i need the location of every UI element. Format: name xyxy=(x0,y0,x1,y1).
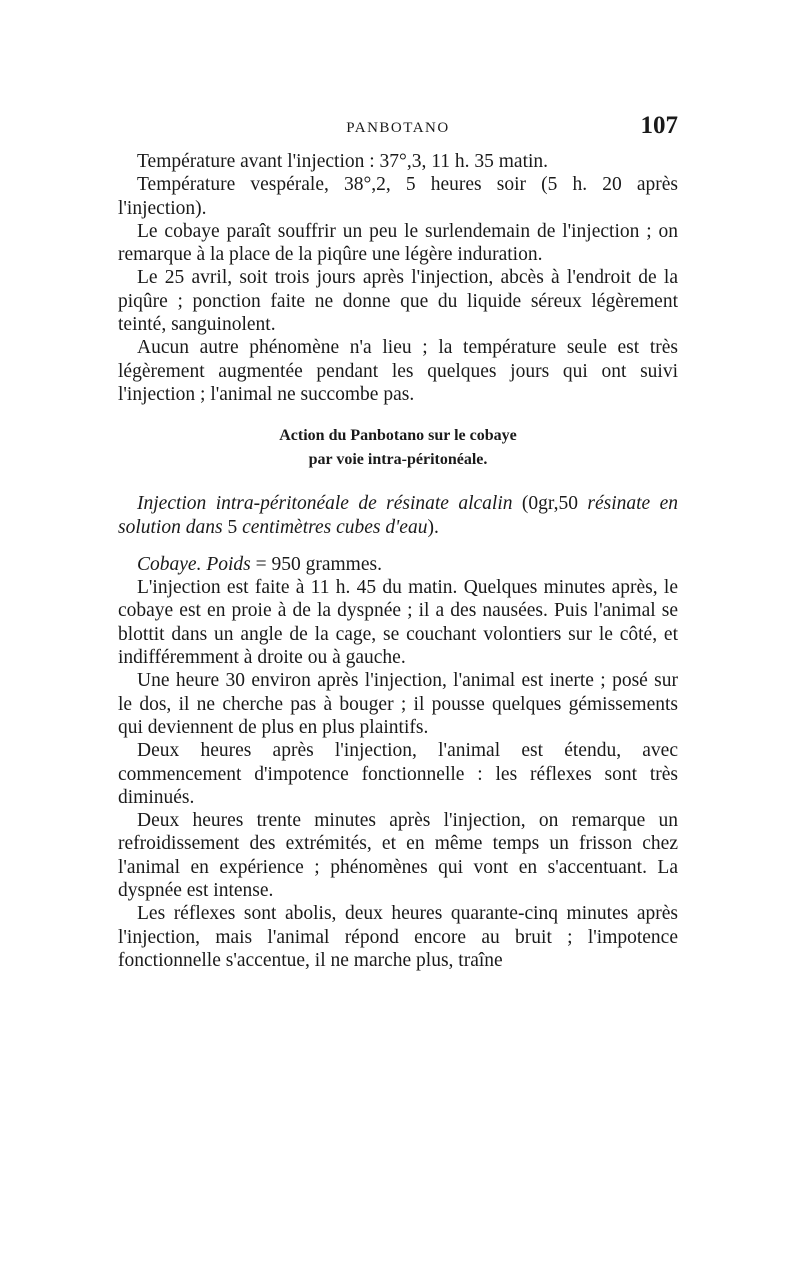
paragraph-abscess: Le 25 avril, soit trois jours après l'injection, abcès à l'endroit de la piqûre ; ponction faite ne donne que du liquide séreux légèrement teinté, sanguinolent. xyxy=(118,267,678,336)
section-heading xyxy=(118,424,678,472)
paragraph-injection-time: L'injection est faite à 11 h. 45 du matin. Quelques minutes après, le cobaye est en proie à de la dyspnée ; il a des nausées. Puis l'animal se blottit dans un angle de la cage, se couchant volontiers sur le côté, et indifféremment à droite ou à gauche. xyxy=(118,577,678,669)
page-header xyxy=(118,112,678,142)
section-heading-line-2: par voie intra-péritonéale. xyxy=(308,451,488,469)
injection-title: Injection intra-péritonéale de résinate alcalin xyxy=(137,493,513,515)
injection-dose: (0gr,50 xyxy=(512,493,588,515)
subject-weight xyxy=(118,553,678,576)
page-number: 107 xyxy=(640,112,678,139)
subject-label: Cobaye. Poids xyxy=(137,553,251,575)
paragraph-reflexes: Les réflexes sont abolis, deux heures quarante-cinq minutes après l'injection, mais l'animal répond encore au bruit ; l'impotence fonctionnelle s'accentue, il ne marche plus, traîne xyxy=(118,903,678,971)
page-body xyxy=(118,150,678,972)
paragraph-inert: Une heure 30 environ après l'injection, l'animal est inerte ; posé sur le dos, il ne cherche pas à bouger ; il pousse quelques gémissements qui deviennent de plus en plus plaintifs. xyxy=(118,670,678,738)
injection-close: ). xyxy=(427,516,439,538)
paragraph-temperature-evening: Température vespérale, 38°,2, 5 heures soir (5 h. 20 après l'injection). xyxy=(118,174,678,219)
section-heading-line-1: Action du Panbotano sur le cobaye xyxy=(279,427,517,445)
injection-unit: centimètres cubes d'eau xyxy=(242,516,428,538)
injection-volume: 5 xyxy=(222,516,243,538)
injection-solution: résinate en solution dans xyxy=(118,493,678,538)
paragraph-induration: Le cobaye paraît souffrir un peu le surlendemain de l'injection ; on remarque à la place de la piqûre une légère induration. xyxy=(118,220,678,266)
paragraph-cooling: Deux heures trente minutes après l'injection, on remarque un refroidissement des extrémités, et en même temps un frisson chez l'animal en expérience ; phénomènes qui vont en s'accentuant. La dyspnée est intense. xyxy=(118,810,678,902)
paragraph-impotence: Deux heures après l'injection, l'animal est étendu, avec commencement d'impotence fonctionnelle : les réflexes sont très diminués. xyxy=(118,740,678,808)
paragraph-temperature-before: Température avant l'injection : 37°,3, 11 h. 35 matin. xyxy=(137,151,549,172)
spacer xyxy=(118,539,678,553)
paragraph-no-death: Aucun autre phénomène n'a lieu ; la température seule est très légèrement augmentée pendant les quelques jours qui ont suivi l'injection ; l'animal ne succombe pas. xyxy=(118,337,678,405)
injection-description xyxy=(118,492,678,539)
subject-weight-value: = 950 grammes. xyxy=(250,553,382,575)
running-head: PANBOTANO xyxy=(346,120,450,136)
